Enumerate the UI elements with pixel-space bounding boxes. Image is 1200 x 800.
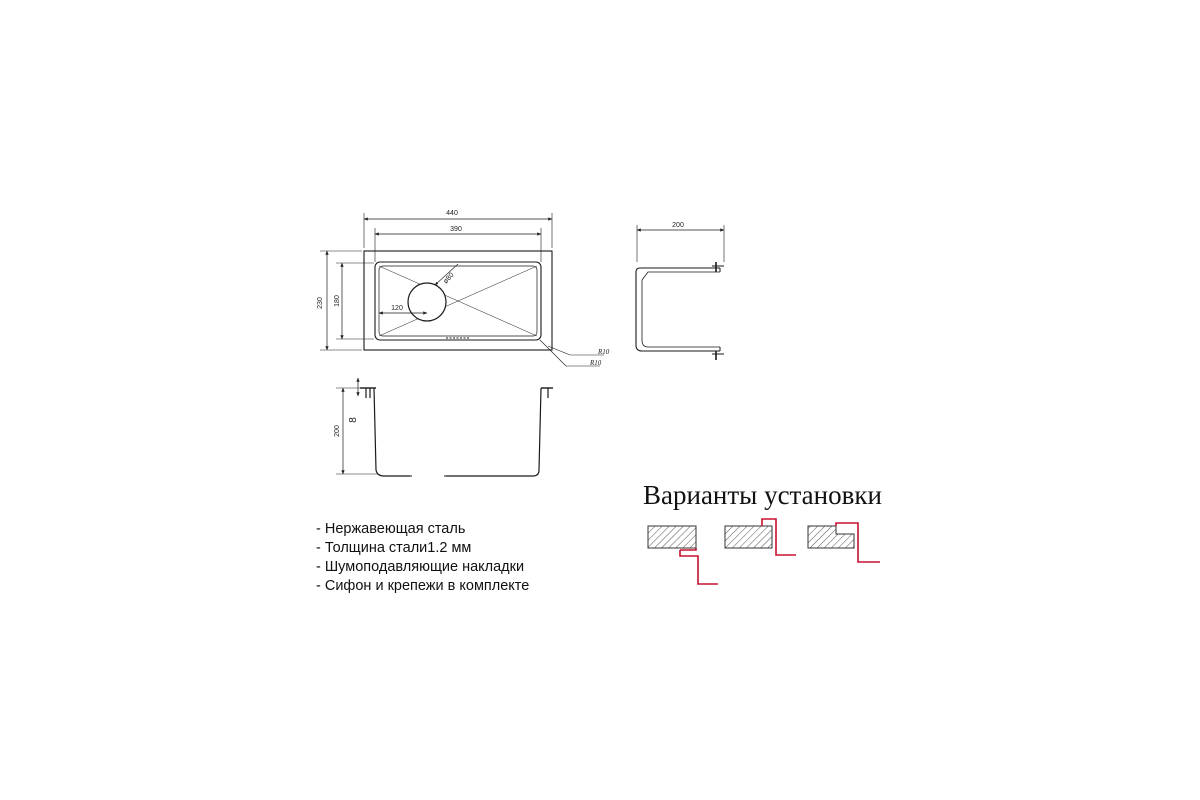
overall-depth-label: 230 xyxy=(317,297,324,309)
flange-label: 8 xyxy=(348,417,359,423)
feature-item: - Сифон и крепежи в комплекте xyxy=(316,578,530,594)
mounting-title: Варианты установки xyxy=(643,480,882,510)
plan-view xyxy=(320,213,604,366)
side-view xyxy=(636,225,724,360)
mount-variant-top xyxy=(808,523,880,562)
bowl-depth-label: 180 xyxy=(334,295,341,307)
side-profile xyxy=(636,268,720,351)
section-view xyxy=(336,378,553,476)
feature-item: - Толщина стали1.2 мм xyxy=(316,540,472,556)
drain-circle xyxy=(408,283,446,321)
side-depth-label: 200 xyxy=(672,222,684,229)
section-bowl-right xyxy=(446,388,541,476)
bowl-width-label: 390 xyxy=(450,226,462,233)
features-list xyxy=(316,520,529,596)
mount-variant-under xyxy=(648,526,718,584)
feature-item: - Нержавеющая сталь xyxy=(316,521,466,537)
drain-offset-label: 120 xyxy=(391,305,403,312)
corner-radius-outer-label: R10 xyxy=(598,348,610,356)
feature-item: - Шумоподавляющие накладки xyxy=(316,559,525,575)
corner-radius-inner-label: R10 xyxy=(590,359,602,367)
drain-diameter-label: ø80 xyxy=(442,271,456,286)
mount-variant-flush xyxy=(725,519,796,555)
radius-leader-inner xyxy=(540,340,566,366)
section-height-label: 200 xyxy=(334,425,341,437)
section-bowl-left xyxy=(374,388,410,476)
overall-width-label: 440 xyxy=(446,210,458,217)
